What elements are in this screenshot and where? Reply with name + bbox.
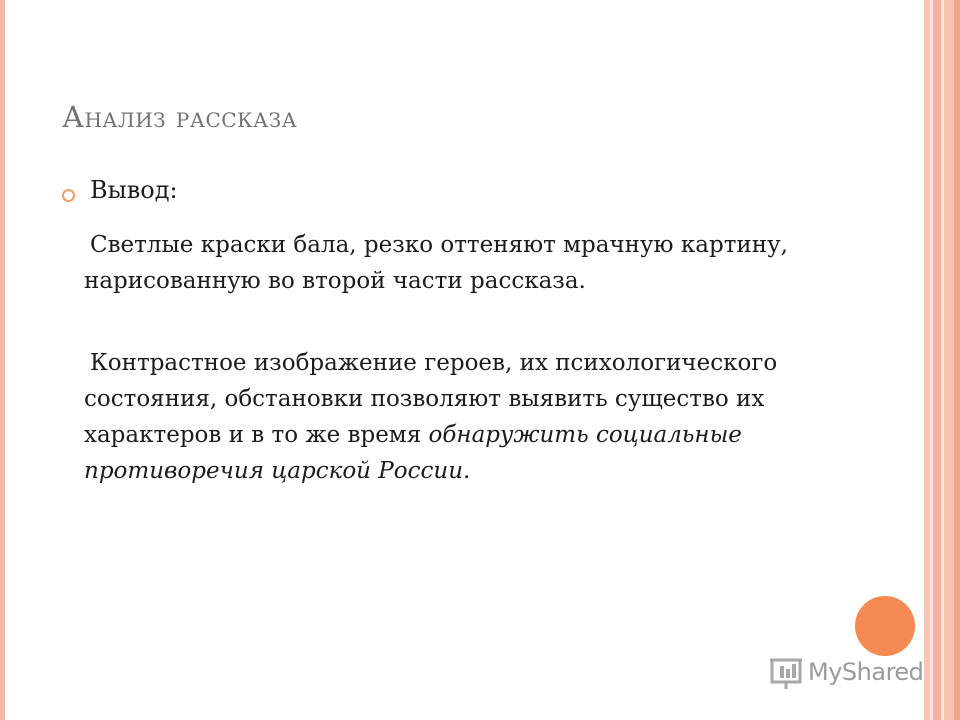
right-stripe-3 (933, 0, 941, 720)
paragraph-2-text: Контрастное изображение героев, их психологического состояния, обстановки позволяют выявить существо их характеров и в то же время (84, 350, 778, 448)
logo-text: MyShared (808, 658, 924, 686)
orange-circle-decoration (855, 596, 915, 656)
bullet-circle-icon (62, 189, 75, 202)
bullet-text: Вывод: (90, 176, 178, 204)
paragraph-2 (84, 345, 824, 489)
slide-title: Анализ рассказа (62, 100, 298, 134)
left-border (0, 0, 5, 720)
right-stripe-5 (944, 0, 954, 720)
right-stripe-6 (954, 0, 960, 720)
paragraph-2-emphasis: обнаружить социальные противоречия царской России (84, 422, 742, 484)
paragraph-2-end: . (463, 458, 471, 484)
paragraph-1: Светлые краски бала, резко оттеняют мрачную картину, нарисованную во второй части рассказа. (84, 232, 788, 294)
myshared-logo (768, 656, 928, 692)
projector-screen-icon (768, 656, 804, 692)
